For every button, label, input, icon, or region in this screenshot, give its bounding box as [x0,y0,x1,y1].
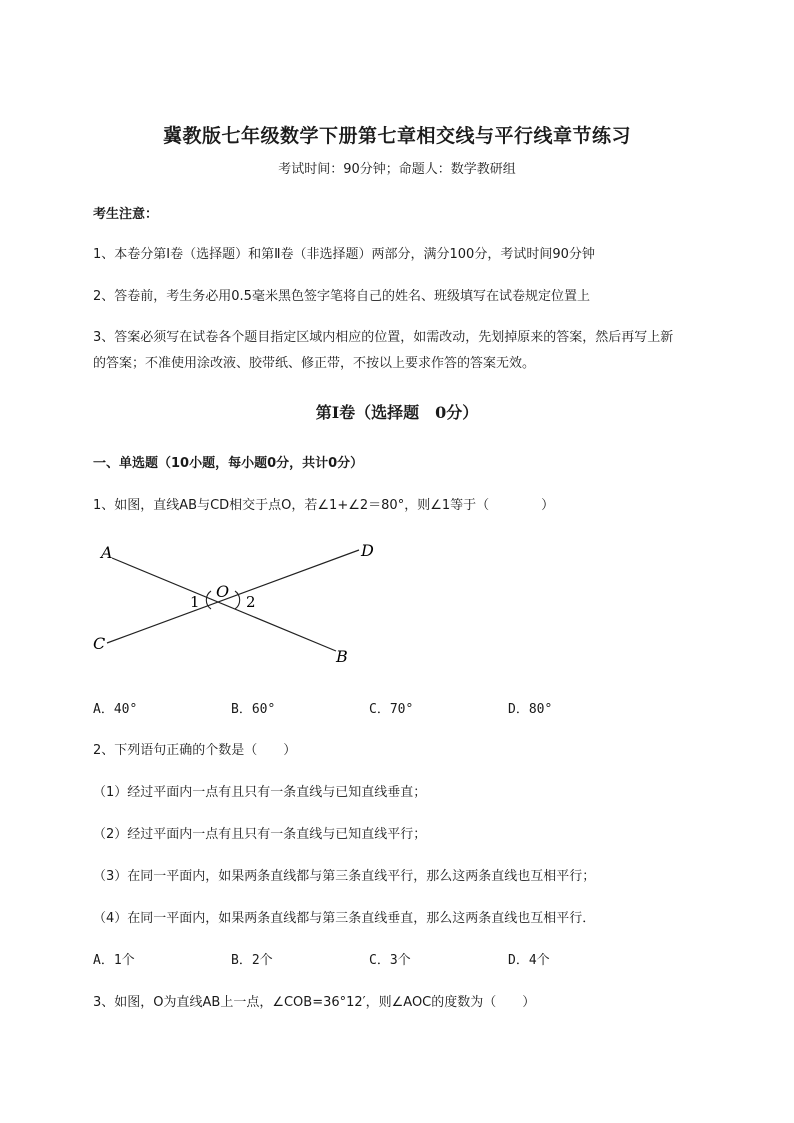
document-title: 冀教版七年级数学下册第七章相交线与平行线章节练习 [162,125,631,147]
label-o: O [216,582,230,601]
question-2-option-b[interactable]: B．2个 [231,953,273,968]
question-2-statement-3: （3）在同一平面内，如果两条直线都与第三条直线平行，那么这两条直线也互相平行； [93,869,596,884]
question-2-statement-2: （2）经过平面内一点有且只有一条直线与已知直线平行； [93,827,427,842]
question-1-figure [85,535,385,675]
question-1-option-b[interactable]: B．60° [231,702,276,717]
label-d: D [361,541,374,560]
section-title: 第Ⅰ卷（选择题 0分） [315,403,479,422]
line-cd [107,550,359,643]
question-2-stem: 2、下列语句正确的个数是（ ） [93,743,297,758]
question-2-statement-4: （4）在同一平面内，如果两条直线都与第三条直线垂直，那么这两条直线也互相平行． [93,911,596,926]
question-1-option-c[interactable]: C．70° [369,702,414,717]
question-3-stem: 3、如图，O为直线AB上一点，∠COB=36°12′，则∠AOC的度数为（ ） [93,995,536,1010]
exam-info: 考试时间：90分钟；命题人：数学教研组 [278,162,516,177]
label-c: C [93,634,106,653]
part-heading: 一、单选题（10小题，每小题0分，共计0分） [93,456,364,471]
question-1-option-d[interactable]: D．80° [508,702,553,717]
question-2-option-a[interactable]: A．1个 [93,953,135,968]
notice-item-3-line-1: 3、答案必须写在试卷各个题目指定区域内相应的位置，如需改动，先划掉原来的答案，然后再写上新 [93,330,674,345]
question-1-stem: 1、如图，直线AB与CD相交于点O，若∠1+∠2＝80°，则∠1等于（ ） [93,498,555,513]
notice-heading: 考生注意： [93,207,159,222]
line-ab [112,558,336,651]
question-2-option-d[interactable]: D．4个 [508,953,550,968]
label-a: A [101,543,113,562]
label-b: B [336,647,348,666]
notice-item-2: 2、答卷前，考生务必用0.5毫米黑色签字笔将自己的姓名、班级填写在试卷规定位置上 [93,289,590,304]
notice-item-1: 1、本卷分第Ⅰ卷（选择题）和第Ⅱ卷（非选择题）两部分，满分100分，考试时间90分钟 [93,247,595,262]
label-angle-1: 1 [190,593,200,611]
question-2-statement-1: （1）经过平面内一点有且只有一条直线与已知直线垂直； [93,785,427,800]
notice-item-3-line-2: 的答案；不准使用涂改液、胶带纸、修正带，不按以上要求作答的答案无效。 [93,356,536,371]
question-2-option-c[interactable]: C．3个 [369,953,411,968]
question-1-option-a[interactable]: A．40° [93,702,138,717]
label-angle-2: 2 [246,593,256,611]
